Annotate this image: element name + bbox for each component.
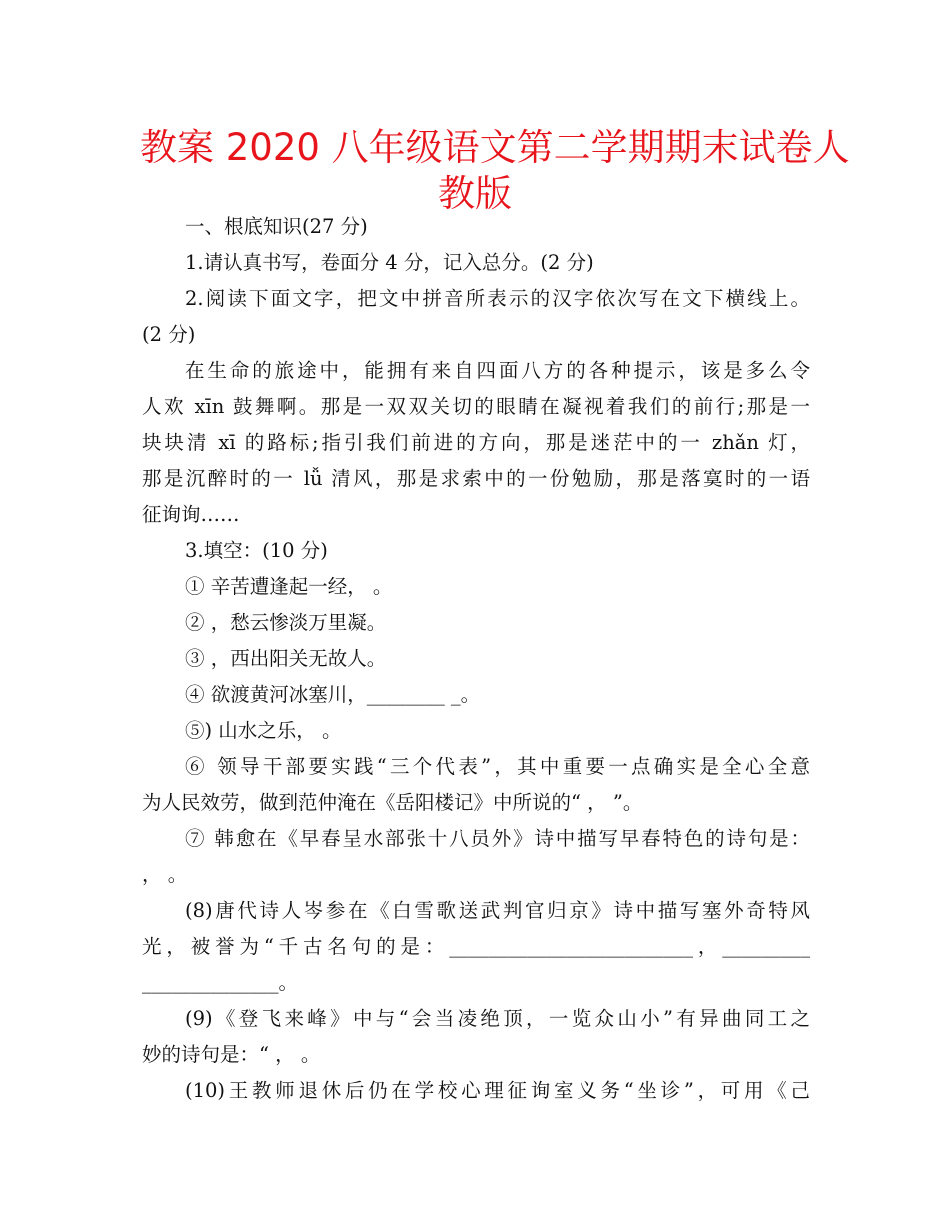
- document-title-line-2: 教版: [438, 172, 512, 215]
- question-2: 2.阅读下面文字，把文中拼音所表示的汉字依次写在文下横线上。: [185, 287, 810, 310]
- fill-item-2: ② ，愁云惨淡万里凝。: [185, 611, 387, 634]
- fill-item-8-line-1: (8)唐代诗人岑参在《白雪歌送武判官归京》诗中描写塞外奇特风: [185, 899, 810, 922]
- fill-item-10-line-1: (10)王教师退休后仍在学校心理征询室义务“坐诊”，可用《己: [185, 1079, 810, 1102]
- question-2-score: (2 分): [142, 323, 196, 346]
- fill-item-7-line-2: ， 。: [142, 863, 188, 886]
- fill-item-6-line-1: ⑥ 领导干部要实践“三个代表”，其中重要一点确实是全心全意: [185, 755, 810, 778]
- fill-item-9-line-1: (9)《登飞来峰》中与“会当凌绝顶，一览众山小”有异曲同工之: [185, 1007, 810, 1030]
- fill-item-8-line-2: 光，被誉为“千古名句的是：_________________________，_________: [142, 935, 810, 958]
- fill-item-9-line-2: 妙的诗句是：“ ， 。: [142, 1043, 321, 1066]
- passage-line-2: 人欢 xīn 鼓舞啊。那是一双双关切的眼睛在凝视着我们的前行;那是一: [142, 395, 810, 418]
- fill-item-3: ③ ，西出阳关无故人。: [185, 647, 387, 670]
- section-heading: 一、根底知识(27 分): [185, 215, 368, 238]
- question-1: 1.请认真书写，卷面分 4 分，记入总分。(2 分): [185, 251, 594, 274]
- passage-line-5: 征询询……: [142, 503, 240, 526]
- fill-item-4: ④ 欲渡黄河冰塞川，________ _。: [185, 683, 481, 706]
- fill-item-1: ① 辛苦遭逢起一经， 。: [185, 575, 393, 598]
- passage-line-4: 那是沉醉时的一 lǚ 清风，那是求索中的一份勉励，那是落寞时的一语: [142, 467, 810, 490]
- passage-line-3: 块块清 xī 的路标;指引我们前进的方向，那是迷茫中的一 zhǎn 灯，: [142, 431, 810, 454]
- question-3: 3.填空：(10 分): [185, 539, 328, 562]
- fill-item-6-line-2: 为人民效劳，做到范仲淹在《岳阳楼记》中所说的“ ， ”。: [142, 791, 643, 814]
- passage-line-1: 在生命的旅途中，能拥有来自四面八方的各种提示，该是多么令: [185, 359, 810, 382]
- document-title-line-1: 教案 2020 八年级语文第二学期期末试卷人: [140, 126, 850, 169]
- fill-item-8-line-3: ______________。: [142, 971, 299, 994]
- fill-item-5: ⑤) 山水之乐， 。: [185, 719, 342, 742]
- fill-item-7-line-1: ⑦ 韩愈在《早春呈水部张十八员外》诗中描写早春特色的诗句是：: [185, 827, 810, 850]
